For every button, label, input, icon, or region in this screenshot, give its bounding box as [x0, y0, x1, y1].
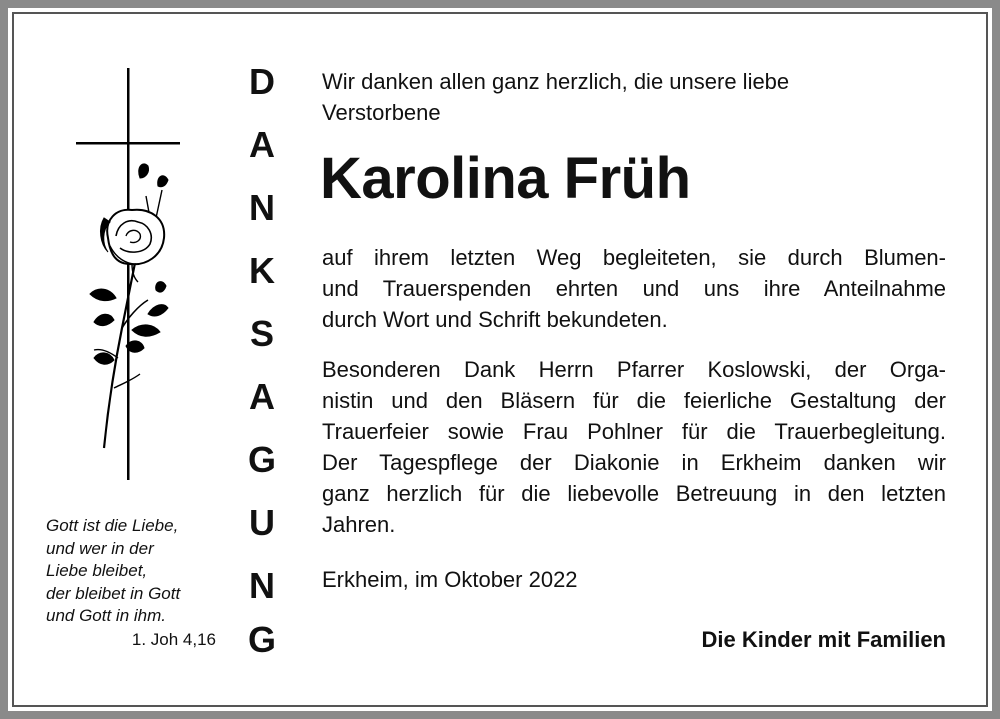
heading-letter: K [249, 250, 275, 291]
paragraph-line: auf ihrem letzten Weg begleiteten, sie durch Blumen- [322, 245, 946, 270]
danksagung-vertical-heading [236, 61, 288, 664]
paragraph-line: ganz herzlich für die liebevolle Betreuung in den letzten [322, 481, 946, 506]
paragraph-line: und Trauerspenden ehrten und uns ihre Anteilnahme [322, 276, 946, 301]
paragraph-line: Trauerfeier sowie Frau Pohlner für die Trauerbegleitung. [322, 419, 946, 444]
quote-line: und Gott in ihm. [46, 606, 167, 625]
cross-with-rose-icon [70, 68, 190, 482]
heading-letter: S [249, 313, 274, 354]
paragraph-line: Der Tagespflege der Diakonie in Erkheim danken wir [322, 450, 946, 475]
heading-letter: A [249, 376, 275, 417]
thanks-paragraph-1 [322, 242, 946, 335]
signature: Die Kinder mit Familien [701, 627, 946, 652]
cross-icon [76, 68, 180, 480]
intro-line: Wir danken allen ganz herzlich, die unsere liebe [322, 69, 790, 94]
intro-text [322, 66, 946, 128]
thanks-paragraph-2 [322, 354, 946, 540]
quote-line: Gott ist die Liebe, [46, 516, 179, 535]
intro-line: Verstorbene [322, 100, 441, 125]
paragraph-line: Besonderen Dank Herrn Pfarrer Koslowski, der Orga- [322, 357, 946, 382]
deceased-name: Karolina Früh [320, 146, 691, 211]
quote-line: der bleibet in Gott [46, 583, 181, 603]
heading-letter: G [247, 439, 276, 480]
paragraph-line: Jahren. [322, 512, 396, 537]
quote-reference: 1. Joh 4,16 [131, 630, 216, 649]
place-date: Erkheim, im Oktober 2022 [322, 567, 578, 592]
heading-letter: D [249, 61, 275, 102]
bible-quote [46, 515, 236, 628]
heading-letter: N [249, 565, 275, 606]
heading-letter: G [247, 619, 276, 660]
quote-line: Liebe bleibet, [46, 561, 148, 580]
heading-letter: U [249, 502, 275, 543]
quote-line: und wer in der [46, 538, 154, 558]
heading-letter: A [249, 124, 275, 165]
heading-letter: N [249, 187, 275, 228]
paragraph-line: nistin und den Bläsern für die feierliche Gestaltung der [322, 388, 946, 413]
paragraph-line: durch Wort und Schrift bekundeten. [322, 307, 668, 332]
